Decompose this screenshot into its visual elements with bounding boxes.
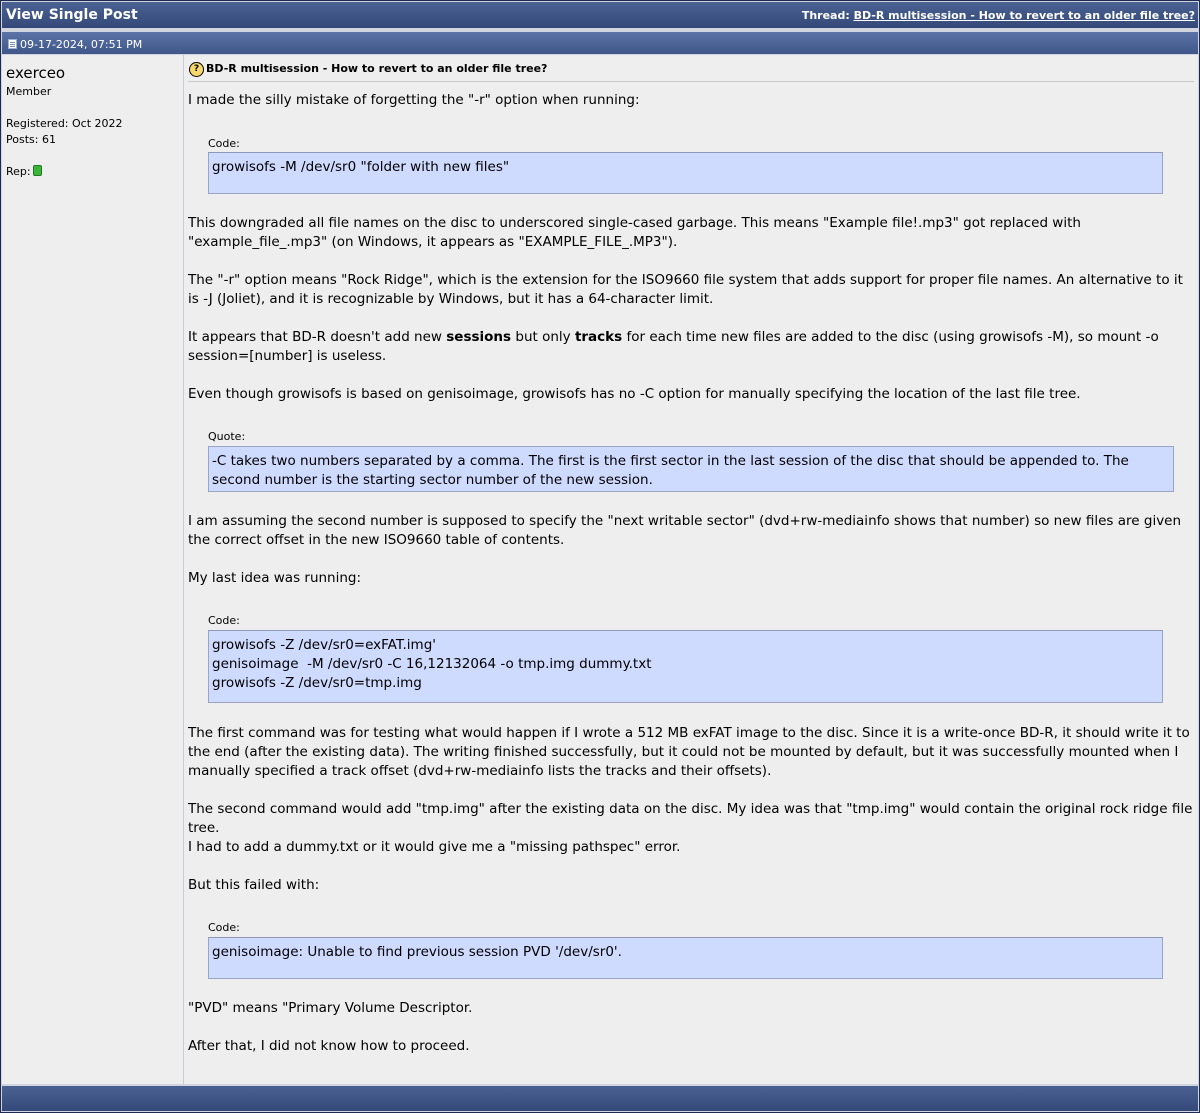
code-block[interactable] xyxy=(208,630,1163,703)
text-run: It appears that BD-R doesn't add new xyxy=(188,329,447,345)
quote-block: -C takes two numbers separated by a comma. The first is the first sector in the last session of the disc that should be appended to. The second number is the starting sector number of the new session. xyxy=(208,446,1174,492)
bold-text: sessions xyxy=(446,329,512,345)
paragraph: "PVD" means "Primary Volume Descriptor. xyxy=(188,1000,473,1016)
paragraph: After that, I did not know how to proceed. xyxy=(188,1038,470,1054)
bold-text: tracks xyxy=(574,329,623,345)
text-run: but only xyxy=(511,329,575,345)
thread-link[interactable]: BD-R multisession - How to revert to an older file tree? xyxy=(853,9,1195,22)
post-title: BD-R multisession - How to revert to an older file tree? xyxy=(206,62,548,75)
paragraph: I had to add a dummy.txt or it would give me a "missing pathspec" error. xyxy=(188,839,681,855)
username[interactable]: exerceo xyxy=(6,64,66,82)
paragraph: Even though growisofs is based on genisoimage, growisofs has no -C option for manually specifying the location of the last file tree. xyxy=(188,386,1081,402)
post-document-icon xyxy=(8,39,17,49)
post-content-panel xyxy=(184,55,1198,1084)
user-info-panel xyxy=(2,55,184,1084)
page-title: View Single Post xyxy=(6,7,138,23)
question-icon: ? xyxy=(189,62,204,77)
paragraph: My last idea was running: xyxy=(188,570,362,586)
thread-info xyxy=(802,9,1195,22)
paragraph: The first command was for testing what would happen if I wrote a 512 MB exFAT image to the disc. Since it is a write-once BD-R, it should write it to the end (after the existing data). The writing finished successfully, but it could not be mounted by default, but it was successfully mounted when I manually specified a track offset (dvd+rw-mediainfo lists the tracks and their offsets). xyxy=(188,725,1190,779)
paragraph: I am assuming the second number is supposed to specify the "next writable sector" (dvd+rw-mediainfo shows that number) so new files are given the correct offset in the new ISO9660 table of contents. xyxy=(188,513,1182,548)
code-block[interactable] xyxy=(208,937,1163,979)
rep-label: Rep: xyxy=(6,165,31,178)
paragraph: But this failed with: xyxy=(188,877,320,893)
user-registered: Registered: Oct 2022 xyxy=(6,117,123,130)
text-run: for each time new files are added to the disc (using growisofs -M), so mount -o session=[number] is useless. xyxy=(188,329,1159,364)
code-line: growisofs -M /dev/sr0 "folder with new files" xyxy=(212,159,510,175)
code-label: Code: xyxy=(208,614,240,627)
paragraph xyxy=(188,328,1194,366)
user-title: Member xyxy=(6,85,52,98)
quote-label: Quote: xyxy=(208,430,246,443)
code-label: Code: xyxy=(208,137,240,150)
code-label: Code: xyxy=(208,921,240,934)
footer-bar xyxy=(2,1086,1198,1111)
user-rep xyxy=(6,165,42,178)
post-date: 09-17-2024, 07:51 PM xyxy=(20,38,143,51)
thread-prefix: Thread: xyxy=(801,9,854,22)
post-header xyxy=(188,61,1194,82)
paragraph: The "-r" option means "Rock Ridge", which is the extension for the ISO9660 file system that adds support for proper file names. An alternative to it is -J (Joliet), and it is recognizable by Windows, but it has a 64-character limit. xyxy=(188,272,1183,307)
paragraph: I made the silly mistake of forgetting the "-r" option when running: xyxy=(188,92,640,108)
code-line: growisofs -Z /dev/sr0=tmp.img xyxy=(212,675,422,691)
user-posts: Posts: 61 xyxy=(6,133,56,146)
title-bar xyxy=(2,2,1198,28)
code-line: genisoimage: Unable to find previous session PVD '/dev/sr0'. xyxy=(212,944,622,960)
paragraph: This downgraded all file names on the disc to underscored single-cased garbage. This means "Example file!.mp3" got replaced with "example_file_.mp3" (on Windows, it appears as "EXAMPLE_FILE_.MP3"). xyxy=(188,215,1081,250)
code-line: genisoimage -M /dev/sr0 -C 16,12132064 -o tmp.img dummy.txt xyxy=(212,656,652,672)
code-line: growisofs -Z /dev/sr0=exFAT.img' xyxy=(212,637,436,653)
code-block[interactable] xyxy=(208,152,1163,194)
post-date-bar xyxy=(2,32,1198,54)
paragraph: The second command would add "tmp.img" after the existing data on the disc. My idea was that "tmp.img" would contain the original rock ridge file tree. xyxy=(188,801,1193,836)
reputation-icon xyxy=(33,165,42,176)
